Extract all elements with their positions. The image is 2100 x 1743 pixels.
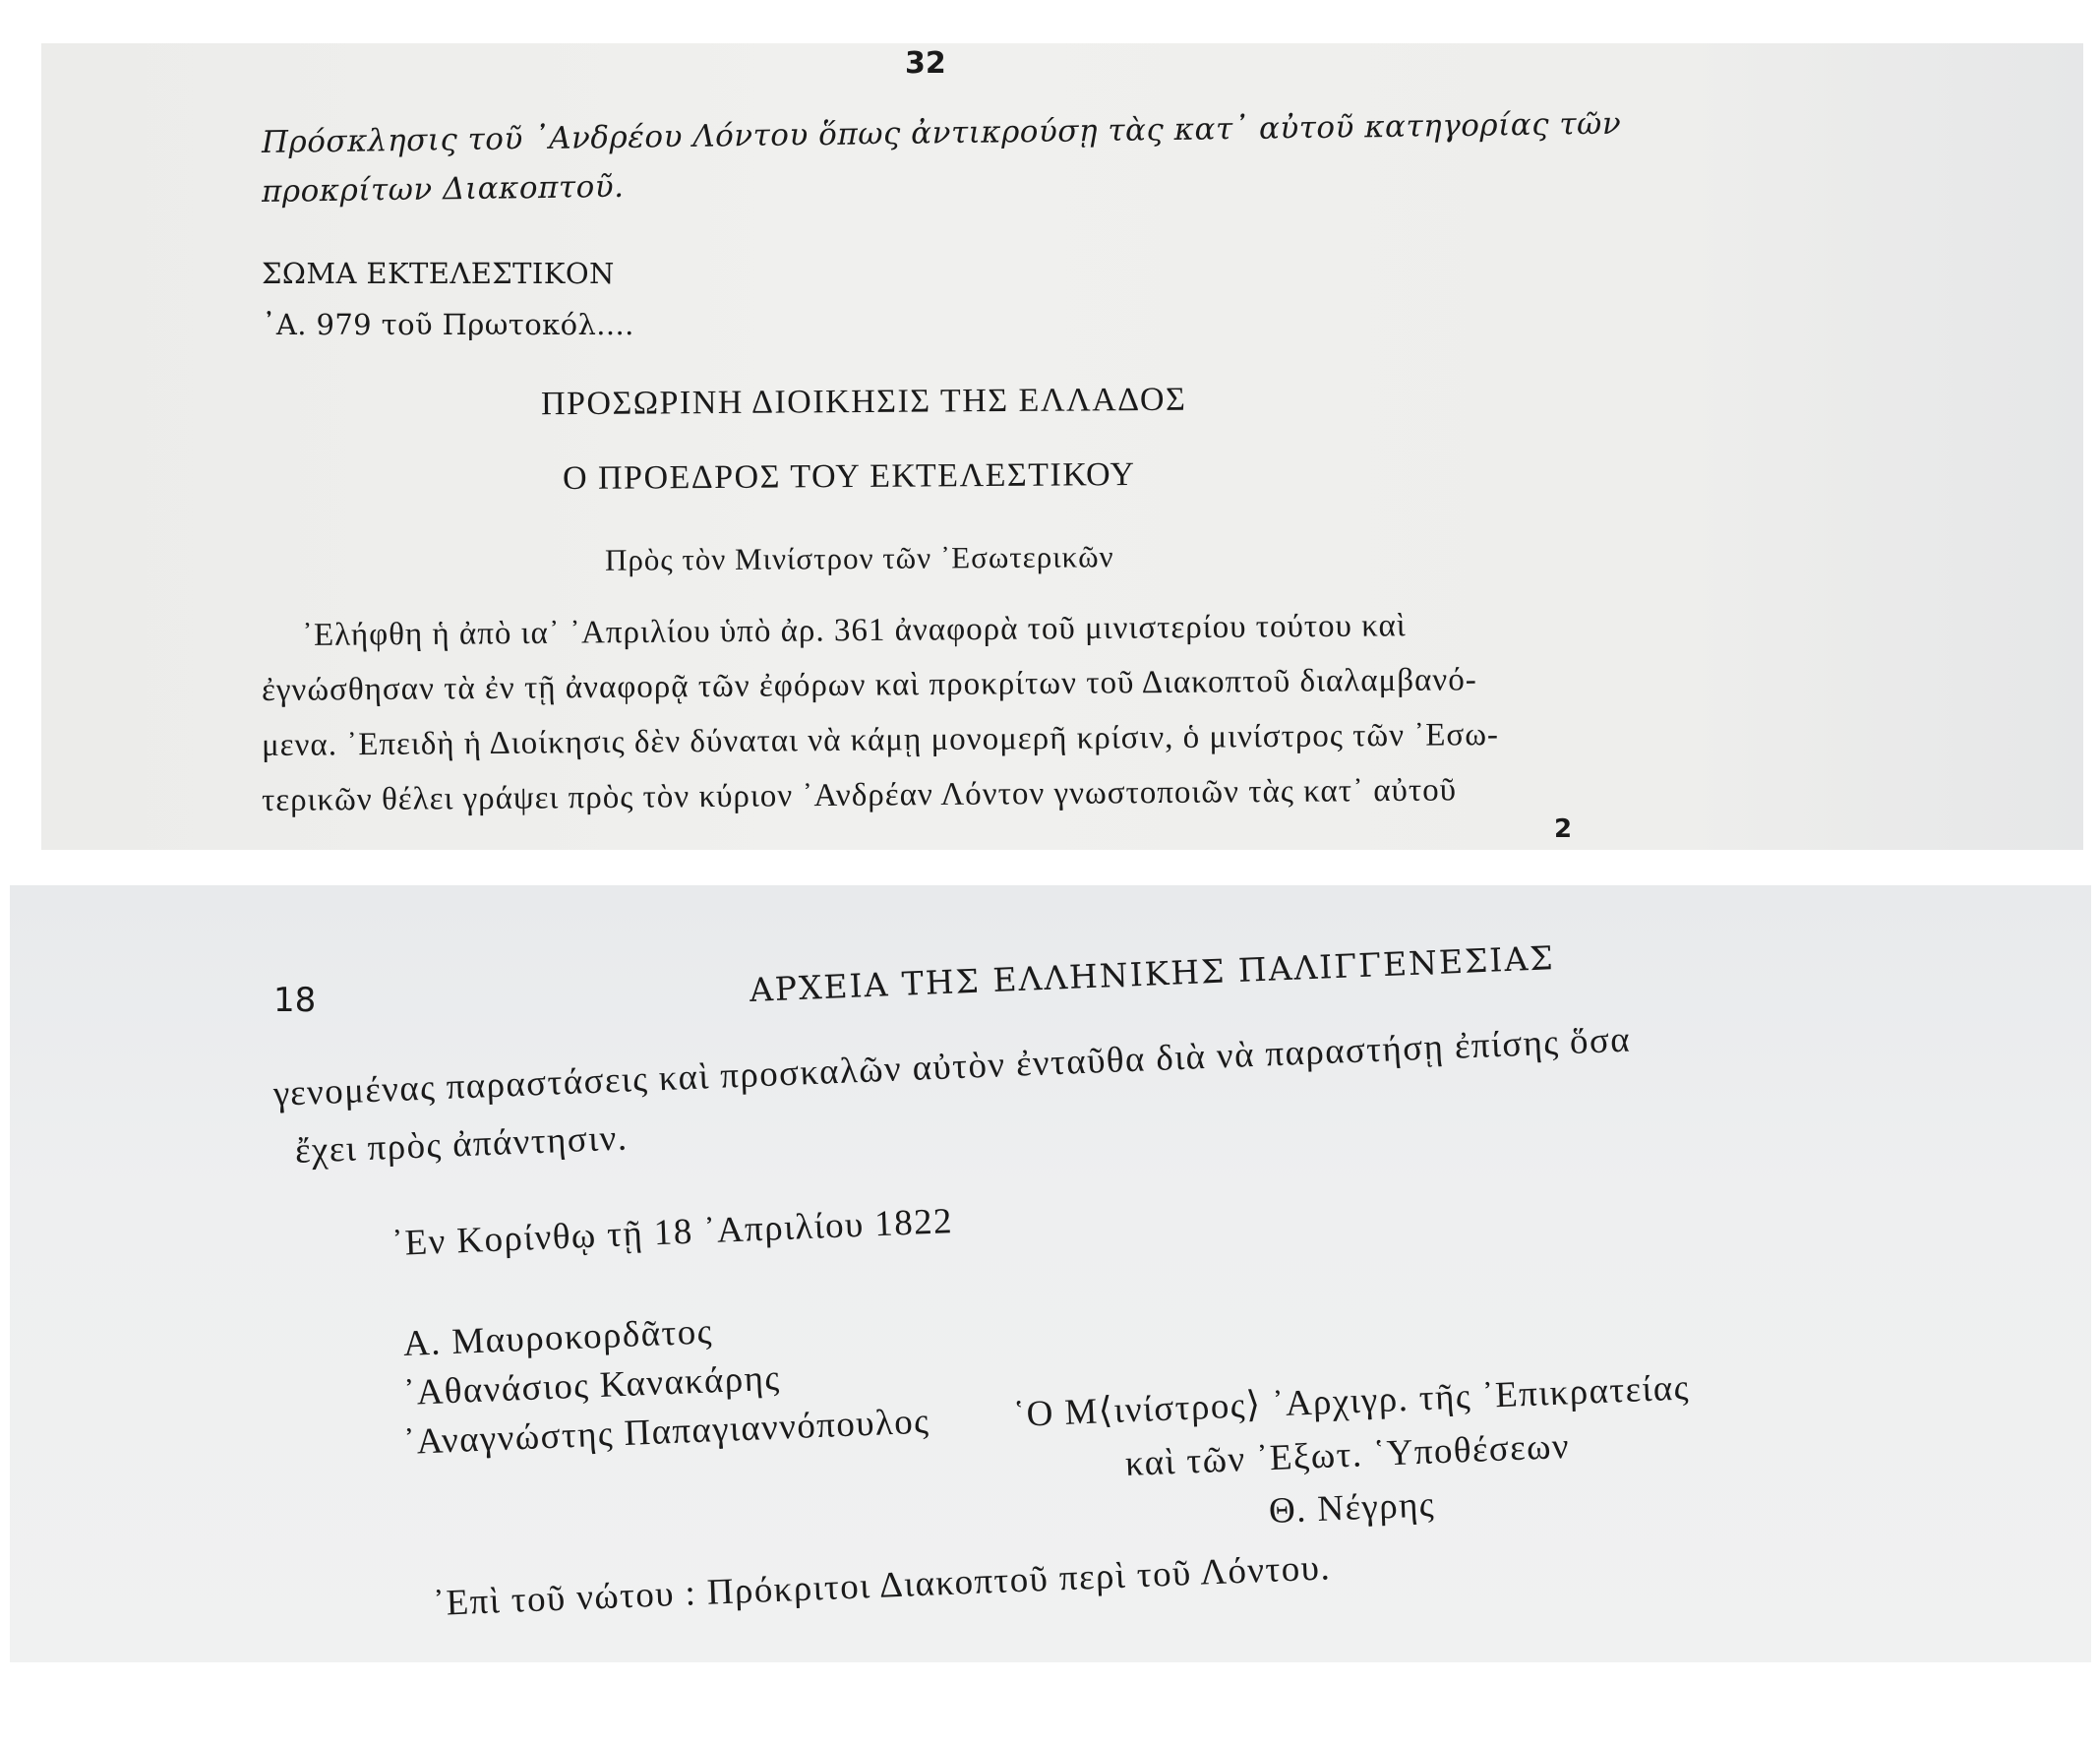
endorsement-note: ᾿Επὶ τοῦ νώτου : Πρόκριτοι Διακοπτοῦ περὶ τοῦ Λόντου. (432, 1547, 1332, 1624)
top-page-scan (41, 43, 2083, 850)
issuing-body: ΣΩΜΑ ΕΚΤΕΛΕΣΤΙΚΟΝ (262, 257, 615, 290)
minister-title-line-2: καὶ τῶν ᾿Εξωτ. ῾Υποθέσεων (1124, 1425, 1571, 1484)
paragraph-line: ᾿Ελήφθη ἡ ἀπὸ ια᾿ ᾿Απριλίου ὑπὸ ἀρ. 361 ἀναφορὰ τοῦ μινιστερίου τούτου καὶ (301, 608, 1407, 653)
paragraph-line: ἐγνώσθησαν τὰ ἐν τῇ ἀναφορᾷ τῶν ἐφόρων καὶ προκρίτων τοῦ Διακοπτοῦ διαλαμβανό- (261, 662, 1477, 708)
signatory: ᾿Αθανάσιος Κανακάρης (402, 1357, 782, 1413)
running-header: ΑΡΧΕΙΑ ΤΗΣ ΕΛΛΗΝΙΚΗΣ ΠΑΛΙΓΓΕΝΕΣΙΑΣ (749, 938, 1556, 1009)
minister-name: Θ. Νέγρης (1268, 1484, 1436, 1532)
heading-government: ΠΡΟΣΩΡΙΝΗ ΔΙΟΙΚΗΣΙΣ ΤΗΣ ΕΛΛΑΔΟΣ (540, 381, 1187, 423)
addressee: Πρὸς τὸν Μινίστρον τῶν ᾿Εσωτερικῶν (604, 539, 1114, 577)
paragraph-line: γενομένας παραστάσεις καὶ προσκαλῶν αὐτὸν ἐνταῦθα διὰ νὰ παραστήσῃ ἐπίσης ὅσα (272, 1019, 1632, 1114)
heading-president: Ο ΠΡΟΕΔΡΟΣ ΤΟΥ ΕΚΤΕΛΕΣΤΙΚΟΥ (562, 455, 1136, 498)
minister-title-line-1: ῾Ο Μ⟨ινίστρος⟩ ᾿Αρχιγρ. τῆς ᾿Επικρατείας (1012, 1367, 1691, 1435)
paragraph-line: ἔχει πρὸς ἀπάντησιν. (294, 1117, 630, 1172)
bottom-page-scan (10, 885, 2091, 1662)
signatory: Α. Μαυροκορδᾶτος (402, 1311, 714, 1364)
signature-mark: 2 (1554, 814, 1573, 844)
page-number: 32 (905, 46, 946, 81)
paragraph-line: τερικῶν θέλει γράψει πρὸς τὸν κύριον ᾿Ανδρέαν Λόντον γνωστοποιῶν τὰς κατ᾿ αὐτοῦ (261, 772, 1458, 818)
document-caption-line-1: Πρόσκλησις τοῦ ᾿Ανδρέου Λόντου ὅπως ἀντικρούσῃ τὰς κατ᾿ αὐτοῦ κατηγορίας τῶν (261, 105, 1622, 160)
document-caption-line-2: προκρίτων Διακοπτοῦ. (261, 168, 625, 210)
paragraph-line: μενα. ᾿Επειδὴ ἡ Διοίκησις δὲν δύναται νὰ κάμῃ μονομερῆ κρίσιν, ὁ μινίστρος τῶν ᾿Εσω- (261, 717, 1500, 763)
protocol-number: ᾿Α. 979 τοῦ Πρωτοκόλ.... (262, 308, 634, 341)
signatory: ᾿Αναγνώστης Παπαγιαννόπουλος (402, 1401, 930, 1463)
place-and-date: ᾿Εν Κορίνθῳ τῇ 18 ᾿Απριλίου 1822 (390, 1201, 954, 1264)
page-number: 18 (273, 981, 317, 1020)
